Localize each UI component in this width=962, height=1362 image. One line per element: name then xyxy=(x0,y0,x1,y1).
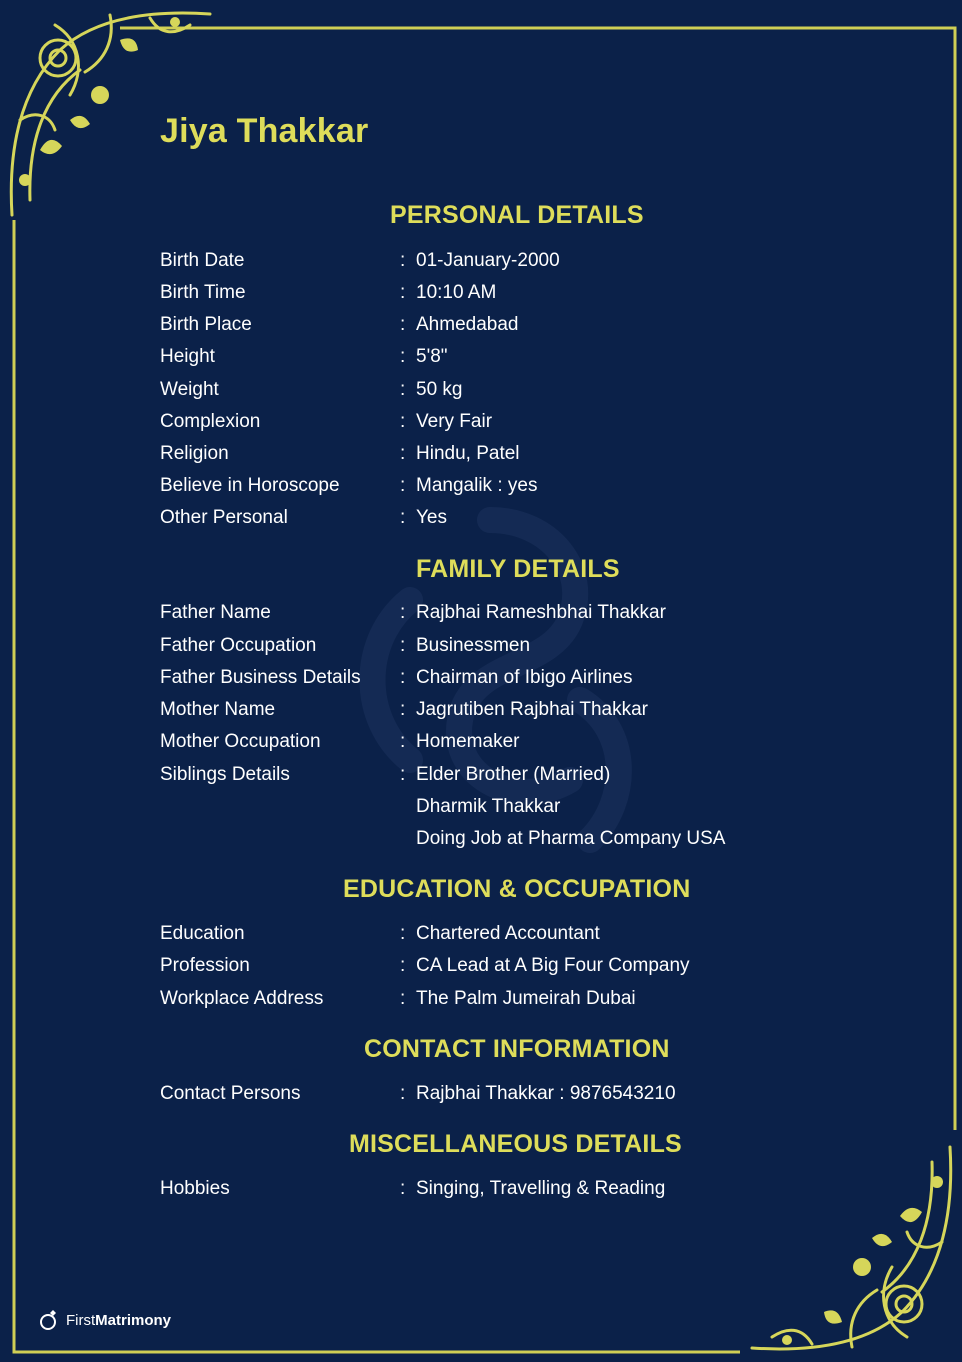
detail-label: Hobbies xyxy=(160,1178,230,1199)
detail-colon: : xyxy=(400,988,406,1009)
detail-value: Homemaker xyxy=(416,731,520,752)
detail-value: 01-January-2000 xyxy=(416,250,560,271)
detail-value: CA Lead at A Big Four Company xyxy=(416,955,690,976)
detail-label: Birth Place xyxy=(160,314,252,335)
detail-colon: : xyxy=(400,635,406,656)
detail-colon: : xyxy=(400,667,406,688)
detail-label: Siblings Details xyxy=(160,764,290,785)
detail-value: Chartered Accountant xyxy=(416,923,600,944)
detail-colon: : xyxy=(400,1083,406,1104)
detail-label: Birth Time xyxy=(160,282,246,303)
detail-colon: : xyxy=(400,699,406,720)
detail-label: Complexion xyxy=(160,411,261,432)
detail-label: Birth Date xyxy=(160,250,245,271)
detail-label: Mother Occupation xyxy=(160,731,321,752)
detail-value: Dharmik Thakkar xyxy=(416,796,561,817)
detail-colon: : xyxy=(400,443,406,464)
detail-label: Height xyxy=(160,346,215,367)
section-title-education: EDUCATION & OCCUPATION xyxy=(343,875,691,903)
brand-name xyxy=(66,1312,171,1329)
detail-colon: : xyxy=(400,475,406,496)
detail-colon: : xyxy=(400,379,406,400)
detail-colon: : xyxy=(400,314,406,335)
detail-colon: : xyxy=(400,923,406,944)
detail-colon: : xyxy=(400,346,406,367)
detail-value: Businessmen xyxy=(416,635,531,656)
section-title-contact: CONTACT INFORMATION xyxy=(364,1035,670,1063)
detail-value: 50 kg xyxy=(416,379,463,400)
detail-value: Hindu, Patel xyxy=(416,443,520,464)
detail-label: Profession xyxy=(160,955,250,976)
detail-value: Rajbhai Rameshbhai Thakkar xyxy=(416,602,666,623)
detail-value: Singing, Travelling & Reading xyxy=(416,1178,666,1199)
detail-value: Doing Job at Pharma Company USA xyxy=(416,828,726,849)
detail-value: Mangalik : yes xyxy=(416,475,538,496)
detail-label: Father Occupation xyxy=(160,635,317,656)
detail-value: 5'8" xyxy=(416,346,448,367)
detail-label: Weight xyxy=(160,379,219,400)
detail-value: Yes xyxy=(416,507,447,528)
detail-label: Father Name xyxy=(160,602,271,623)
detail-value: Jagrutiben Rajbhai Thakkar xyxy=(416,699,649,720)
detail-label: Believe in Horoscope xyxy=(160,475,340,496)
ring-icon xyxy=(38,1309,60,1331)
detail-colon: : xyxy=(400,764,406,785)
detail-colon: : xyxy=(400,731,406,752)
detail-label: Other Personal xyxy=(160,507,288,528)
brand-suffix: Matrimony xyxy=(95,1311,172,1329)
profile-name: Jiya Thakkar xyxy=(160,112,369,150)
detail-colon: : xyxy=(400,411,406,432)
detail-label: Education xyxy=(160,923,245,944)
detail-value: Rajbhai Thakkar : 9876543210 xyxy=(416,1083,676,1104)
brand-prefix: First xyxy=(66,1311,96,1329)
detail-colon: : xyxy=(400,955,406,976)
detail-label: Religion xyxy=(160,443,229,464)
detail-value: The Palm Jumeirah Dubai xyxy=(416,988,636,1009)
section-title-family: FAMILY DETAILS xyxy=(416,555,620,583)
detail-label: Father Business Details xyxy=(160,667,361,688)
detail-value: Ahmedabad xyxy=(416,314,519,335)
detail-value: Very Fair xyxy=(416,411,493,432)
section-title-misc: MISCELLANEOUS DETAILS xyxy=(349,1130,682,1158)
detail-colon: : xyxy=(400,250,406,271)
detail-colon: : xyxy=(400,602,406,623)
detail-label: Mother Name xyxy=(160,699,276,720)
detail-value: 10:10 AM xyxy=(416,282,497,303)
detail-value: Chairman of Ibigo Airlines xyxy=(416,667,633,688)
brand-logo xyxy=(38,1308,171,1332)
detail-colon: : xyxy=(400,282,406,303)
detail-label: Workplace Address xyxy=(160,988,324,1009)
detail-colon: : xyxy=(400,1178,406,1199)
detail-label: Contact Persons xyxy=(160,1083,301,1104)
detail-value: Elder Brother (Married) xyxy=(416,764,611,785)
section-title-personal: PERSONAL DETAILS xyxy=(390,201,644,229)
detail-colon: : xyxy=(400,507,406,528)
floral-corner-bottom-right-icon xyxy=(732,1132,962,1362)
